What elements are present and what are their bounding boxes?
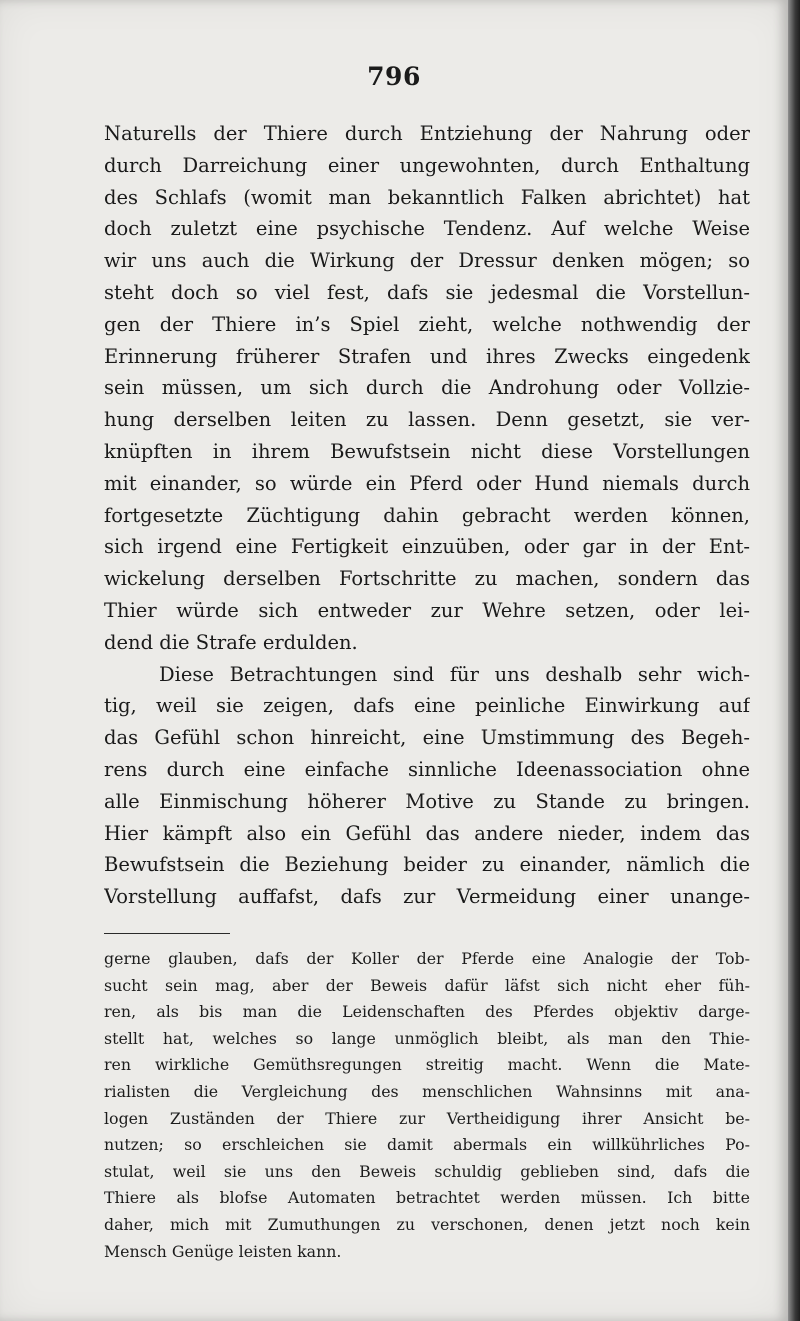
footnote-line: ren wirkliche Gemüthsregungen streitig macht. Wenn die Mate- — [104, 1055, 750, 1075]
text-line: wir uns auch die Wirkung der Dressur denken mögen; so — [104, 249, 750, 273]
text-line: steht doch so viel fest, dafs sie jedesmal die Vorstellun- — [104, 280, 750, 304]
footnote-line: stulat, weil sie uns den Beweis schuldig geblieben sind, dafs die — [104, 1161, 750, 1181]
text-line: knüpften in ihrem Bewufstsein nicht diese Vorstellungen — [104, 439, 750, 463]
footnote-line: sucht sein mag, aber der Beweis dafür läfst sich nicht eher füh- — [104, 975, 750, 995]
text-line: Erinnerung früherer Strafen und ihres Zwecks eingedenk — [104, 344, 750, 368]
text-line: hung derselben leiten zu lassen. Denn gesetzt, sie ver- — [104, 408, 750, 432]
text-line: gen der Thiere in’s Spiel zieht, welche nothwendig der — [104, 312, 750, 336]
paragraph-start-line: Diese Betrachtungen sind für uns deshalb sehr wich- — [159, 662, 750, 686]
footnote-line: nutzen; so erschleichen sie damit abermals ein willkührliches Po- — [104, 1135, 750, 1155]
footnote-end-line: Mensch Genüge leisten kann. — [104, 1241, 342, 1261]
text-line: Bewufstsein die Beziehung beider zu einander, nämlich die — [104, 853, 750, 877]
text-line: doch zuletzt eine psychische Tendenz. Auf welche Weise — [104, 217, 750, 241]
text-line: Vorstellung auffafst, dafs zur Vermeidung einer unange- — [104, 885, 750, 909]
page-edge-shadow — [788, 0, 800, 1321]
footnote-line: daher, mich mit Zumuthungen zu verschonen, denen jetzt noch kein — [104, 1214, 750, 1234]
footnote-line: logen Zuständen der Thiere zur Vertheidigung ihrer Ansicht be- — [104, 1108, 750, 1128]
text-line: wickelung derselben Fortschritte zu machen, sondern das — [104, 567, 750, 591]
text-line: das Gefühl schon hinreicht, eine Umstimmung des Begeh- — [104, 726, 750, 750]
text-line: Hier kämpft also ein Gefühl das andere nieder, indem das — [104, 821, 750, 845]
text-line: rens durch eine einfache sinnliche Ideenassociation ohne — [104, 757, 750, 781]
text-line: durch Darreichung einer ungewohnten, durch Enthaltung — [104, 153, 750, 177]
footnote-line: gerne glauben, dafs der Koller der Pferde eine Analogie der Tob- — [104, 949, 750, 968]
text-line: mit einander, so würde ein Pferd oder Hund niemals durch — [104, 471, 750, 495]
text-line: Naturells der Thiere durch Entziehung der Nahrung oder — [104, 122, 750, 145]
text-line: fortgesetzte Züchtigung dahin gebracht werden können, — [104, 503, 750, 527]
footnote-line: stellt hat, welches so lange unmöglich bleibt, als man den Thie- — [104, 1028, 750, 1048]
main-text-block — [104, 118, 750, 913]
footnote-line: Thiere als blofse Automaten betrachtet werden müssen. Ich bitte — [104, 1188, 750, 1208]
text-line: Thier würde sich entweder zur Wehre setzen, oder lei- — [104, 598, 750, 622]
footnote-block — [104, 946, 750, 1265]
text-line: sein müssen, um sich durch die Androhung oder Vollzie- — [104, 376, 750, 400]
text-line: sich irgend eine Fertigkeit einzuüben, oder gar in der Ent- — [104, 535, 750, 559]
footnote-line: ren, als bis man die Leidenschaften des Pferdes objektiv darge- — [104, 1002, 750, 1022]
footnote-line: rialisten die Vergleichung des menschlichen Wahnsinns mit ana- — [104, 1081, 750, 1101]
footnote-separator — [104, 933, 230, 934]
text-line: tig, weil sie zeigen, dafs eine peinliche Einwirkung auf — [104, 694, 750, 718]
page-number: 796 — [367, 62, 421, 91]
text-line: alle Einmischung höherer Motive zu Stande zu bringen. — [104, 789, 750, 813]
text-line: des Schlafs (womit man bekanntlich Falken abrichtet) hat — [104, 185, 750, 209]
paragraph-end-line: dend die Strafe erdulden. — [104, 630, 358, 654]
